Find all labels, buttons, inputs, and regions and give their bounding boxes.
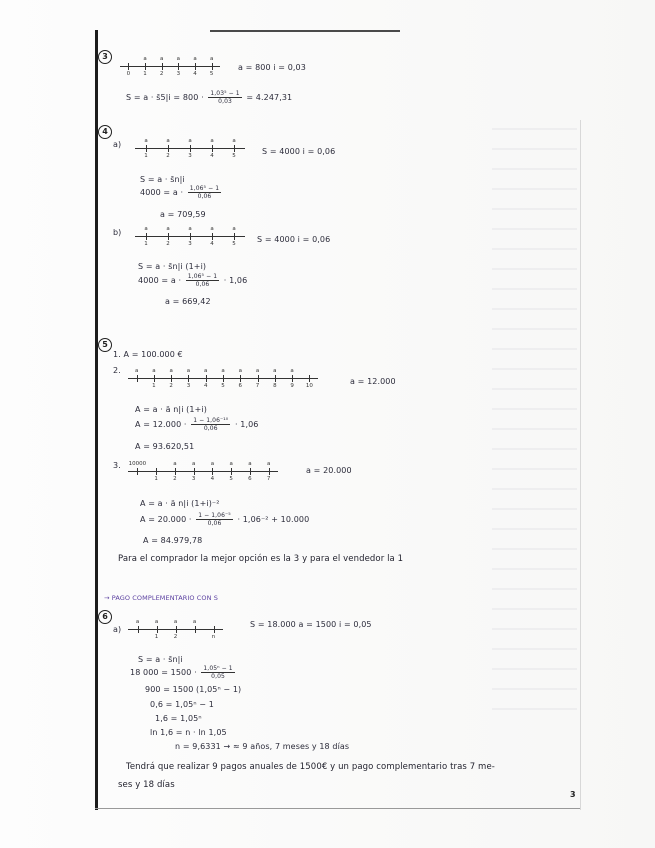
timeline-payment-label: a xyxy=(169,368,173,374)
timeline-payment-label: a xyxy=(266,461,271,467)
timeline-payment-label: a xyxy=(255,368,260,374)
timeline-period-label: 5 xyxy=(232,153,236,159)
timeline-period-label: 5 xyxy=(209,71,214,77)
timeline-payment-label: a xyxy=(273,368,277,374)
timeline-tick xyxy=(154,375,155,382)
timeline-period-label: 7 xyxy=(266,476,271,482)
timeline-tick xyxy=(137,468,138,475)
timeline-payment-label: a xyxy=(144,226,148,232)
timeline-tick xyxy=(138,626,139,633)
timeline-tick xyxy=(190,233,191,240)
timeline-tick xyxy=(231,468,232,475)
page-number: 3 xyxy=(570,790,576,799)
ex3-timeline xyxy=(120,56,220,82)
timeline-period-label: 3 xyxy=(188,241,192,247)
timeline-payment-label: a xyxy=(159,56,164,62)
timeline-period-label: 4 xyxy=(203,383,208,389)
bottom-rule xyxy=(95,808,580,809)
timeline-tick xyxy=(195,626,196,633)
ex5-3-timeline xyxy=(128,461,278,487)
timeline-axis xyxy=(120,66,220,67)
exercise-3-number: 3 xyxy=(98,50,112,64)
timeline-period-label: 3 xyxy=(176,71,181,77)
timeline-tick xyxy=(234,145,235,152)
timeline-payment-label: a xyxy=(176,56,181,62)
timeline-tick xyxy=(146,233,147,240)
ex4a-timeline xyxy=(135,138,245,164)
ex6-params: S = 18.000 a = 1500 i = 0,05 xyxy=(250,620,372,629)
timeline-tick xyxy=(178,63,179,70)
bleed-through xyxy=(492,110,577,710)
ex5-conclusion: Para el comprador la mejor opción es la 3 y para el vendedor la 1 xyxy=(118,554,404,564)
ex4b-timeline xyxy=(135,226,245,252)
timeline-payment-label: a xyxy=(229,461,233,467)
timeline-period-label: 2 xyxy=(173,476,177,482)
timeline-payment-label: a xyxy=(210,461,215,467)
ex6-line3: 900 = 1500 (1,05ⁿ − 1) xyxy=(145,685,242,694)
timeline-period-label: 4 xyxy=(210,153,214,159)
ex6-conclusion-2: ses y 18 días xyxy=(118,780,175,790)
timeline-period-label: 2 xyxy=(159,71,164,77)
ex4-b-line3: a = 669,42 xyxy=(165,297,211,306)
ex6-line6: ln 1,6 = n · ln 1,05 xyxy=(150,728,227,737)
timeline-payment-label: a xyxy=(221,368,225,374)
timeline-period-label: 1 xyxy=(154,634,159,640)
timeline-tick xyxy=(190,145,191,152)
ex5-2-line3: A = 93.620,51 xyxy=(135,442,195,451)
timeline-payment-label: a xyxy=(143,56,147,62)
ex5-3-line3: A = 84.979,78 xyxy=(143,536,203,545)
timeline-tick xyxy=(157,626,158,633)
timeline-period-label: 2 xyxy=(166,241,170,247)
timeline-tick xyxy=(269,468,270,475)
timeline-payment-label: a xyxy=(248,461,252,467)
top-rule xyxy=(210,30,400,32)
timeline-tick xyxy=(156,468,157,475)
timeline-period-label: 3 xyxy=(191,476,196,482)
ex6-line4: 0,6 = 1,05ⁿ − 1 xyxy=(150,700,214,709)
ex5-2-line2: A = 12.000 · $\frac{\text{1 − 1,06⁻¹⁰}}{0,06}$ · 1,06 xyxy=(135,417,259,432)
timeline-payment-label: a xyxy=(186,368,191,374)
ex4-a-line1: S = a · s̄n|i xyxy=(140,175,185,184)
timeline-period-label: 0 xyxy=(126,71,131,77)
ex5-part3-label: 3. xyxy=(113,461,121,470)
timeline-period-label: 1 xyxy=(154,476,158,482)
timeline-payment-label: a xyxy=(173,619,178,625)
timeline-period-label: 3 xyxy=(186,383,191,389)
timeline-payment-label: a xyxy=(290,368,294,374)
timeline-tick xyxy=(195,63,196,70)
ex6-line2: 18 000 = 1500 · $\frac{\text{1,05ⁿ − 1}}{0,05}$ xyxy=(130,665,233,680)
timeline-payment-label: a xyxy=(154,619,159,625)
ex6-conclusion-1: Tendrá que realizar 9 pagos anuales de 1500€ y un pago complementario tras 7 me- xyxy=(126,762,495,772)
timeline-payment-label: a xyxy=(152,368,156,374)
timeline-period-label: 4 xyxy=(193,71,197,77)
timeline-period-label: 6 xyxy=(248,476,252,482)
ex4-a-label: a) xyxy=(113,140,122,149)
timeline-payment-label: a xyxy=(135,619,140,625)
ex5-part2-label: 2. xyxy=(113,366,121,375)
timeline-tick xyxy=(212,233,213,240)
timeline-payment-label: a xyxy=(238,368,242,374)
ex4-b-params: S = 4000 i = 0,06 xyxy=(257,235,331,244)
timeline-payment-label: a xyxy=(210,138,214,144)
exercise-4-number: 4 xyxy=(98,125,112,139)
timeline-tick xyxy=(214,626,215,633)
ex5-2-timeline xyxy=(128,368,318,394)
timeline-payment-label: a xyxy=(166,226,170,232)
timeline-payment-label: a xyxy=(210,226,214,232)
timeline-period-label: 8 xyxy=(273,383,277,389)
timeline-payment-label: a xyxy=(192,619,197,625)
timeline-payment-label: a xyxy=(191,461,196,467)
timeline-initial-payment: 10000 xyxy=(128,461,147,467)
timeline-tick xyxy=(234,233,235,240)
ex5-2-params: a = 12.000 xyxy=(350,377,396,386)
ex4-a-params: S = 4000 i = 0,06 xyxy=(262,147,336,156)
timeline-tick xyxy=(145,63,146,70)
timeline-payment-label: a xyxy=(173,461,177,467)
ex6-header: → PAGO COMPLEMENTARIO CON S xyxy=(104,594,218,602)
timeline-tick xyxy=(292,375,293,382)
timeline-tick xyxy=(240,375,241,382)
ex4-a-line3: a = 709,59 xyxy=(160,210,206,219)
timeline-axis xyxy=(128,471,278,472)
timeline-tick xyxy=(223,375,224,382)
timeline-period-label: 4 xyxy=(210,241,214,247)
timeline-tick xyxy=(146,145,147,152)
ex6-line5: 1,6 = 1,05ⁿ xyxy=(155,714,202,723)
ex5-3-line2: A = 20.000 · $\frac{\text{1 − 1,06⁻⁵}}{0,06}$ · 1,06⁻² + 10.000 xyxy=(140,512,310,527)
timeline-tick xyxy=(162,63,163,70)
timeline-payment-label: a xyxy=(232,138,236,144)
ex6-timeline xyxy=(128,619,223,645)
exercise-5-number: 5 xyxy=(98,338,112,352)
timeline-period-label: 5 xyxy=(221,383,225,389)
ex5-3-line1: A = a · ä n|i (1+i)⁻² xyxy=(140,499,220,508)
timeline-period-label: 5 xyxy=(229,476,233,482)
timeline-tick xyxy=(176,626,177,633)
timeline-tick xyxy=(168,233,169,240)
ex5-2-line1: A = a · ä n|i (1+i) xyxy=(135,405,207,414)
timeline-tick xyxy=(188,375,189,382)
timeline-tick xyxy=(309,375,310,382)
ex3-formula: S = a · s̄5|i = 800 · $\frac{\text{1,03⁵ − 1}}{0,03}$ = 4.247,31 xyxy=(126,90,293,105)
timeline-tick xyxy=(212,468,213,475)
timeline-payment-label: a xyxy=(188,138,192,144)
timeline-tick xyxy=(168,145,169,152)
timeline-tick xyxy=(137,375,138,382)
binding-line xyxy=(95,30,98,810)
timeline-period-label: 10 xyxy=(305,383,313,389)
timeline-period-label: 5 xyxy=(232,241,236,247)
ex5-3-params: a = 20.000 xyxy=(306,466,352,475)
ex4-a-line2: 4000 = a · $\frac{\text{1,06⁵ − 1}}{0,06}$ xyxy=(140,185,220,200)
timeline-payment-label: a xyxy=(232,226,236,232)
timeline-tick xyxy=(206,375,207,382)
timeline-tick xyxy=(258,375,259,382)
timeline-period-label: 1 xyxy=(144,153,148,159)
timeline-tick xyxy=(212,63,213,70)
ex4-b-line1: S = a · s̄n|i (1+i) xyxy=(138,262,207,271)
ex4-b-line2: 4000 = a · $\frac{\text{1,06⁵ − 1}}{0,06}$ · 1,06 xyxy=(138,273,248,288)
timeline-payment-label: a xyxy=(134,368,139,374)
timeline-payment-label: a xyxy=(144,138,148,144)
timeline-period-label: 4 xyxy=(210,476,215,482)
timeline-tick xyxy=(171,375,172,382)
timeline-period-label: 7 xyxy=(255,383,260,389)
timeline-tick xyxy=(250,468,251,475)
timeline-period-label: 2 xyxy=(169,383,173,389)
page-edge xyxy=(580,120,581,810)
ex6-a-label: a) xyxy=(113,625,122,634)
timeline-period-label: 6 xyxy=(238,383,243,389)
timeline-period-label: 9 xyxy=(290,383,294,389)
timeline-period-label: 2 xyxy=(166,153,170,159)
timeline-period-label: 2 xyxy=(173,634,178,640)
timeline-period-label: 1 xyxy=(143,71,147,77)
timeline-tick xyxy=(128,63,129,70)
ex6-line7: n = 9,6331 → ≈ 9 años, 7 meses y 18 días xyxy=(175,742,350,751)
ex3-params: a = 800 i = 0,03 xyxy=(238,63,306,72)
timeline-payment-label: a xyxy=(166,138,170,144)
timeline-tick xyxy=(194,468,195,475)
ex4-b-label: b) xyxy=(113,228,122,237)
ex5-part1: 1. A = 100.000 € xyxy=(113,350,183,359)
timeline-period-label: 3 xyxy=(188,153,192,159)
timeline-payment-label: a xyxy=(204,368,208,374)
timeline-period-label: 1 xyxy=(152,383,156,389)
timeline-payment-label: a xyxy=(209,56,214,62)
timeline-period-label: n xyxy=(211,634,216,640)
exercise-6-number: 6 xyxy=(98,610,112,624)
timeline-tick xyxy=(175,468,176,475)
timeline-payment-label: a xyxy=(188,226,192,232)
timeline-tick xyxy=(212,145,213,152)
ex6-line1: S = a · s̄n|i xyxy=(138,655,183,664)
timeline-period-label: 1 xyxy=(144,241,148,247)
timeline-tick xyxy=(275,375,276,382)
timeline-payment-label: a xyxy=(193,56,197,62)
